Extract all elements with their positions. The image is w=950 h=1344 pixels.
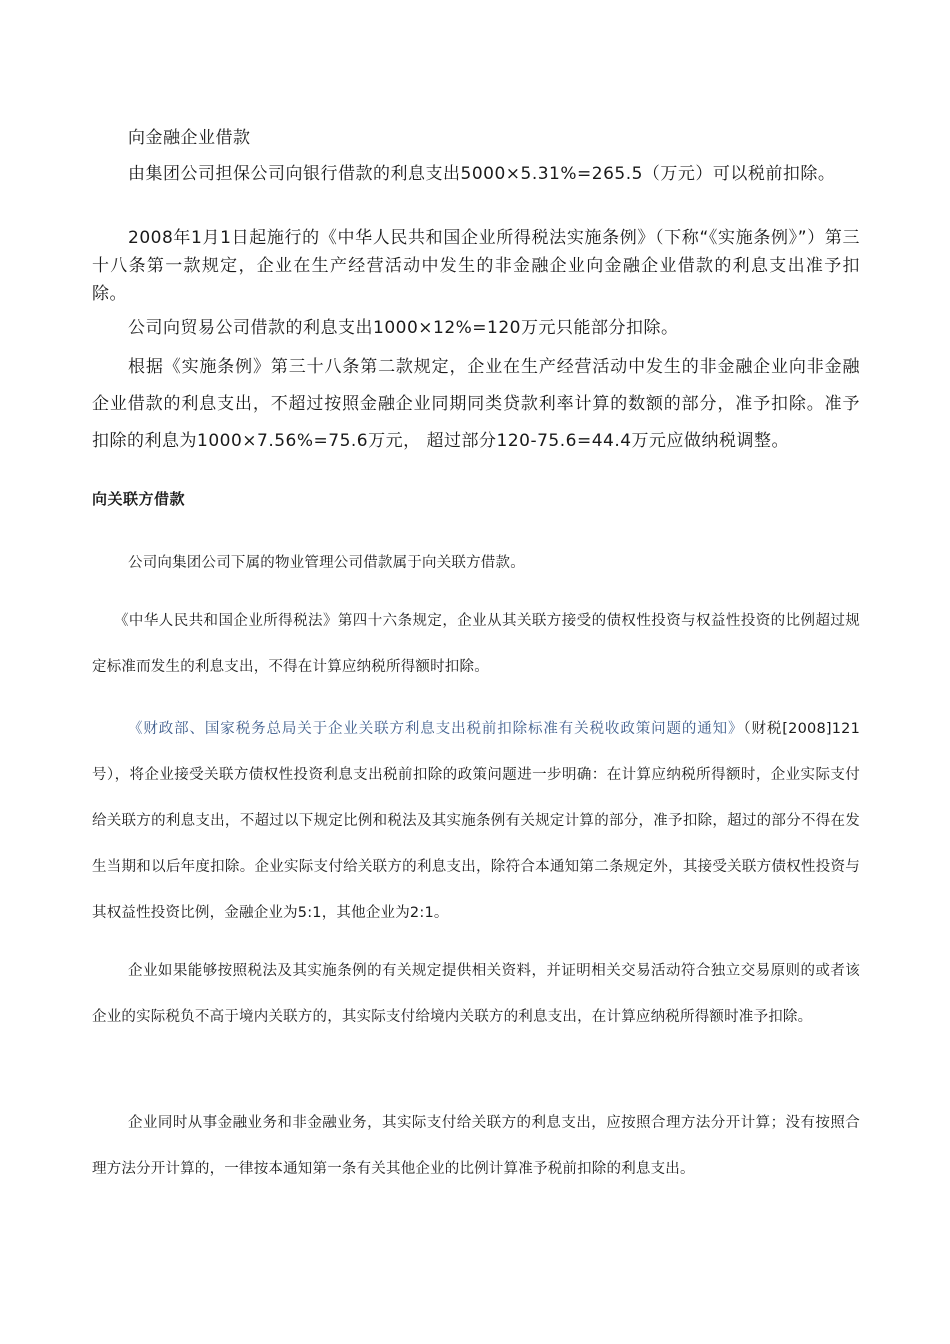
paragraph-mixed-business: 企业同时从事金融业务和非金融业务，其实际支付给关联方的利息支出，应按照合理方法分开计算；没有按照合理方法分开计算的，一律按本通知第一条有关其他企业的比例计算准予税前扣除的利息支出。 xyxy=(92,1115,860,1177)
paragraph-article-46: 《中华人民共和国企业所得税法》第四十六条规定，企业从其关联方接受的债权性投资与权益性投资的比例超过规定标准而发生的利息支出，不得在计算应纳税所得额时扣除。 xyxy=(92,613,860,675)
paragraph-bank-loan: 由集团公司担保公司向银行借款的利息支出5000×5.31%=265.5（万元）可以税前扣除。 xyxy=(128,164,836,184)
paragraph-related-party-loan: 公司向集团公司下属的物业管理公司借款属于向关联方借款。 xyxy=(128,555,525,571)
paragraph-notice-121 xyxy=(92,706,860,936)
notice-text: （财税[2008]121号），将企业接受关联方债权性投资利息支出税前扣除的政策问题进一步明确：在计算应纳税所得额时，企业实际支付给关联方的利息支出，不超过以下规定比例和税法及其实施条例有关规定计算的部分，准予扣除，超过的部分不得在发生当期和以后年度扣除。企业实际支付给关联方的利息支出，除符合本通知第二条规定外，其接受关联方债权性投资与其权益性投资比例，金融企业为5:1，其他企业为2:1。 xyxy=(92,721,861,921)
paragraph-trade-loan: 公司向贸易公司借款的利息支出1000×12%=120万元只能部分扣除。 xyxy=(128,318,679,338)
paragraph-financial-heading: 向金融企业借款 xyxy=(128,128,251,148)
paragraph-regulation-38-2: 根据《实施条例》第三十八条第二款规定，企业在生产经营活动中发生的非金融企业向非金融企业借款的利息支出，不超过按照金融企业同期同类贷款利率计算的数额的部分，准予扣除。准予扣除的利息为1000×7.56%=75.6万元， 超过部分120-75.6=44.4万元应做纳税调整。 xyxy=(92,357,860,451)
paragraph-regulation-38-1: 2008年1月1日起施行的《中华人民共和国企业所得税法实施条例》（下称“《实施条例》”）第三十八条第一款规定，企业在生产经营活动中发生的非金融企业向金融企业借款的利息支出准予扣除。 xyxy=(92,228,860,304)
paragraph-independent-transaction: 企业如果能够按照税法及其实施条例的有关规定提供相关资料，并证明相关交易活动符合独立交易原则的或者该企业的实际税负不高于境内关联方的，其实际支付给境内关联方的利息支出，在计算应纳税所得额时准予扣除。 xyxy=(92,963,860,1025)
section-heading-related-party: 向关联方借款 xyxy=(92,490,186,508)
notice-link[interactable]: 《财政部、国家税务总局关于企业关联方利息支出税前扣除标准有关税收政策问题的通知》 xyxy=(128,721,744,737)
